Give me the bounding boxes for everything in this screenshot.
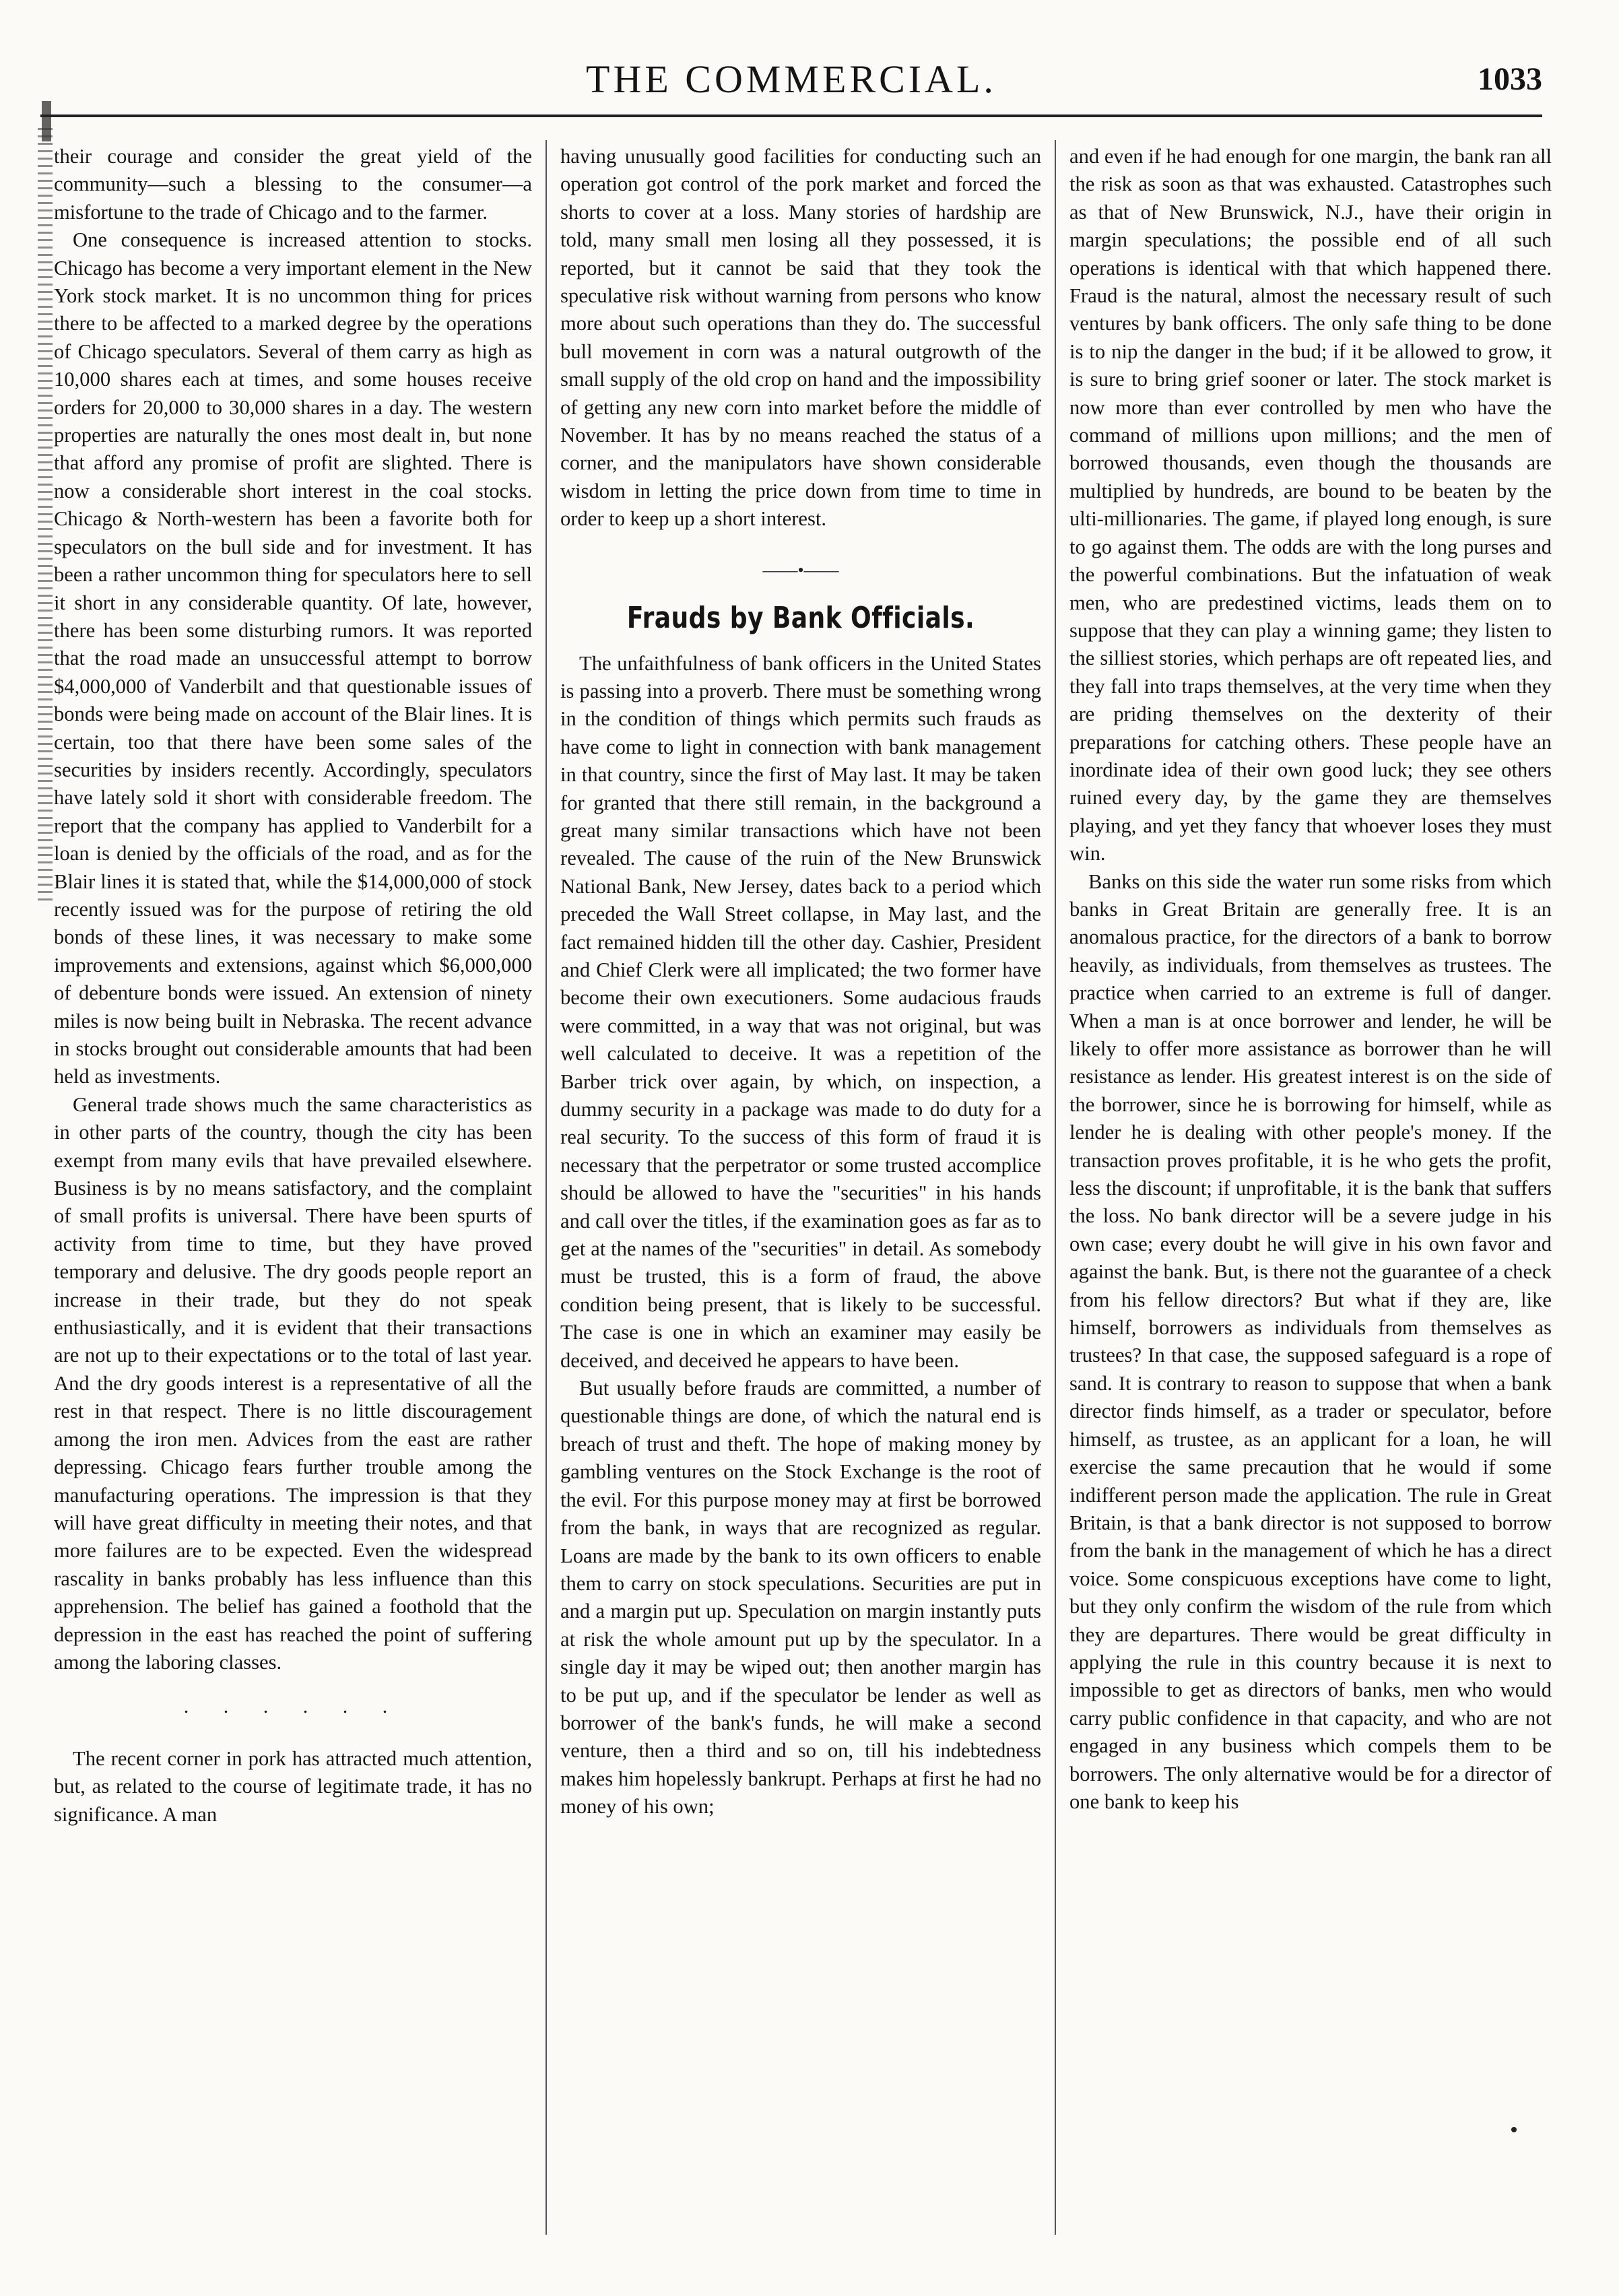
paragraph: having unusually good facilities for conducting such an operation got control of the pork market and forced the shorts to cover at a loss. Many stories of hardship are told, many small men losing all they possessed, it is reported, but it cannot be said that they took the speculative risk without warning from persons who know more about such operations than they do. The successful bull movement in corn was a natural outgrowth of the small supply of the old crop on hand and the impossibility of getting any new corn into market before the middle of November. It has by no means reached the status of a corner, and the manipulators have shown considerable wisdom in letting the price down from time to time in order to keep up a short interest. (560, 145, 1041, 531)
masthead: THE COMMERCIAL. (586, 57, 997, 101)
column-2 (560, 143, 1041, 2237)
article-title: Frauds by Bank Officials. (626, 601, 975, 636)
binding-edge-mark (38, 128, 53, 903)
paragraph: General trade shows much the same characteristics as in other parts of the country, though the city has been exempt from many evils that have prevailed elsewhere. Business is by no means satisfactory, and the complaint of small profits is universal. There have been spurts of activity from time to time, but they have proved temporary and delusive. The dry goods people report an increase in their trade, but they do not speak enthusiastically, and it is evident that their transactions are not up to their expectations or to the total of last year. And the dry goods interest is a representative of all the rest in that respect. There is no little discouragement among the iron men. Advices from the east are rather depressing. Chicago fears further trouble among the manufacturing operations. The impression is that they will have great difficulty in meeting their notes, and that more failures are to be expected. Even the widespread rascality in banks probably has less influence than this apprehension. The belief has gained a foothold that the depression in the east has reached the point of suffering among the laboring classes. (54, 1092, 532, 1674)
column-rule (546, 140, 547, 2235)
paragraph: The unfaithfulness of bank officers in the United States is passing into a proverb. There must be something wrong in the condition of things which permits such frauds as have come to light in connection with bank management in that country, since the first of May last. It may be taken for granted that there still remain, in the background a great many similar transactions which have not been revealed. The cause of the ruin of the New Brunswick National Bank, New Jersey, dates back to a period which preceded the Wall Street collapse, in May last, and the fact remained hidden till the other day. Cashier, President and Chief Clerk were all implicated; the two former have become their own executioners. Some audacious frauds were committed, in a way that was not original, but was well calculated to deceive. It was a repetition of the Barber trick over again, by which, on inspection, a dummy security in a package was made to do duty for a real security. To the success of this form of fraud it is necessary that the perpetrator or some trusted accomplice should be allowed to have the "securities" in his hands and call over the titles, if the examination goes as far as to get at the names of the "securities" in detail. As somebody must be trusted, this is a form of fraud, the above condition being present, that is likely to be successful. The case is one in which an examiner may easily be deceived, and deceived he appears to have been. (560, 651, 1041, 1372)
column-3 (1069, 143, 1552, 2237)
paragraph: Banks on this side the water run some risks from which banks in Great Britain are generally free. It is an anomalous practice, for the directors of a bank to borrow heavily, as individuals, from themselves as trustees. The practice when carried to an extreme is full of danger. When a man is at once borrower and lender, he will be likely to offer more assistance as borrower than he will resistance as lender. His greatest interest is on the side of the borrower, since he is borrowing for himself, while as lender he is dealing with other people's money. If the transaction proves profitable, it is he who gets the profit, less the discount; if unprofitable, it is the bank that suffers the loss. No bank director will be a severe judge in his own case; every doubt he will give in his own favor and against the bank. But, is there not the guarantee of a check from his fellow directors? But what if they are, like himself, borrowers as individuals from themselves as trustees? In that case, the supposed safeguard is a rope of sand. It is contrary to reason to suppose that when a bank director finds himself, as a trader or speculator, before himself, as trustee, as an applicant for a loan, he will exercise the same precaution that he would if some indifferent person made the application. The rule in Great Britain, is that a bank director is not supposed to borrow from the bank in the management of which he has a direct voice. Some conspicuous exceptions have come to light, but they only confirm the wisdom of the rule from which they are departures. There would be great difficulty in applying the rule in this country because it is next to impossible to get as directors of banks, men who would carry public confidence in that capacity, and who are not engaged in any business which compels them to be borrowers. The only alternative would be for a director of one bank to keep his (1069, 870, 1552, 1813)
paragraph: One consequence is increased attention to stocks. Chicago has become a very important element in the New York stock market. It is no uncommon thing for prices there to be affected to a marked degree by the operations of Chicago speculators. Several of them carry as high as 10,000 shares each at times, and some houses receive orders for 20,000 to 30,000 shares in a day. The western properties are naturally the ones most dealt in, but none that afford any promise of profit are slighted. There is now a considerable short interest in the coal stocks. Chicago & North-western has been a favorite both for speculators on the bull side and for investment. It has been a rather uncommon thing for speculators here to sell it short in any considerable quantity. Of late, however, there has been some disturbing rumors. It was reported that the road made an unsuccessful attempt to borrow $4,000,000 of Vanderbilt and that questionable issues of bonds were being made on account of the Blair lines. It is certain, too that there have been some sales of the securities by insiders recently. Accordingly, speculators have lately sold it short with considerable freedom. The report that the company has applied to Vanderbilt for a loan is denied by the officials of the road, and as for the Blair lines it is stated that, while the $14,000,000 of stock recently issued was for the purpose of retiring the old bonds of these lines, it was necessary to make some improvements and extensions, against which $6,000,000 of debenture bonds were issued. An extension of ninety miles is now being built in Nebraska. The recent advance in stocks brought out considerable amounts that had been held as investments. (54, 228, 532, 1088)
section-ornament: . . . . . . (183, 1695, 403, 1718)
print-speck (1511, 2127, 1517, 2132)
section-divider: ——•—— (762, 560, 839, 580)
paragraph: their courage and consider the great yield of the community—such a blessing to the consumer—a misfortune to the trade of Chicago and to the farmer. (54, 145, 532, 224)
column-rule (1055, 140, 1056, 2235)
page-header (40, 53, 1542, 117)
page-number: 1033 (1478, 61, 1542, 97)
column-1 (54, 143, 532, 2237)
paragraph: But usually before frauds are committed, a number of questionable things are done, of which the natural end is breach of trust and theft. The hope of making money by gambling ventures on the Stock Exchange is the root of the evil. For this purpose money may at first be borrowed from the bank, in ways that are recognized as regular. Loans are made by the bank to its own officers to enable them to carry on stock speculations. Securities are put in and a margin put up. Speculation on margin instantly puts at risk the whole amount put up by the speculator. In a single day it may be wiped out; then another margin has to be put up, and if the speculator be lender as well as borrower of the bank's funds, he will make a second venture, then a third and so on, till his indebtedness makes him hopelessly bankrupt. Perhaps at first he had no money of his own; (560, 1377, 1041, 1818)
paragraph: The recent corner in pork has attracted much attention, but, as related to the course of legitimate trade, it has no significance. A man (54, 1746, 532, 1826)
paragraph: and even if he had enough for one margin, the bank ran all the risk as soon as that was exhausted. Catastrophes such as that of New Brunswick, N.J., have their origin in margin speculations; the possible end of all such operations is identical with that which happened there. Fraud is the natural, almost the necessary result of such ventures by bank officers. The only safe thing to be done is to nip the danger in the bud; if it be allowed to grow, it is sure to bring grief sooner or later. The stock market is now more than ever controlled by men who have the command of millions upon millions; and the men of borrowed thousands, even though the thousands are multiplied by hundreds, are bound to be beaten by the ulti-millionaries. The game, if played long enough, is sure to go against them. The odds are with the long purses and the powerful combinations. But the infatuation of weak men, who are predestined victims, leads them on to suppose that they can play a winning game; they listen to the silliest stories, which perhaps are oft repeated lies, and they fall into traps themselves, at the very time when they are priding themselves on the dexterity of their preparations for catching others. These people have an inordinate idea of their own good luck; they see others ruined every day, by the game they are themselves playing, and yet they fancy that whoever loses they must win. (1069, 145, 1552, 865)
